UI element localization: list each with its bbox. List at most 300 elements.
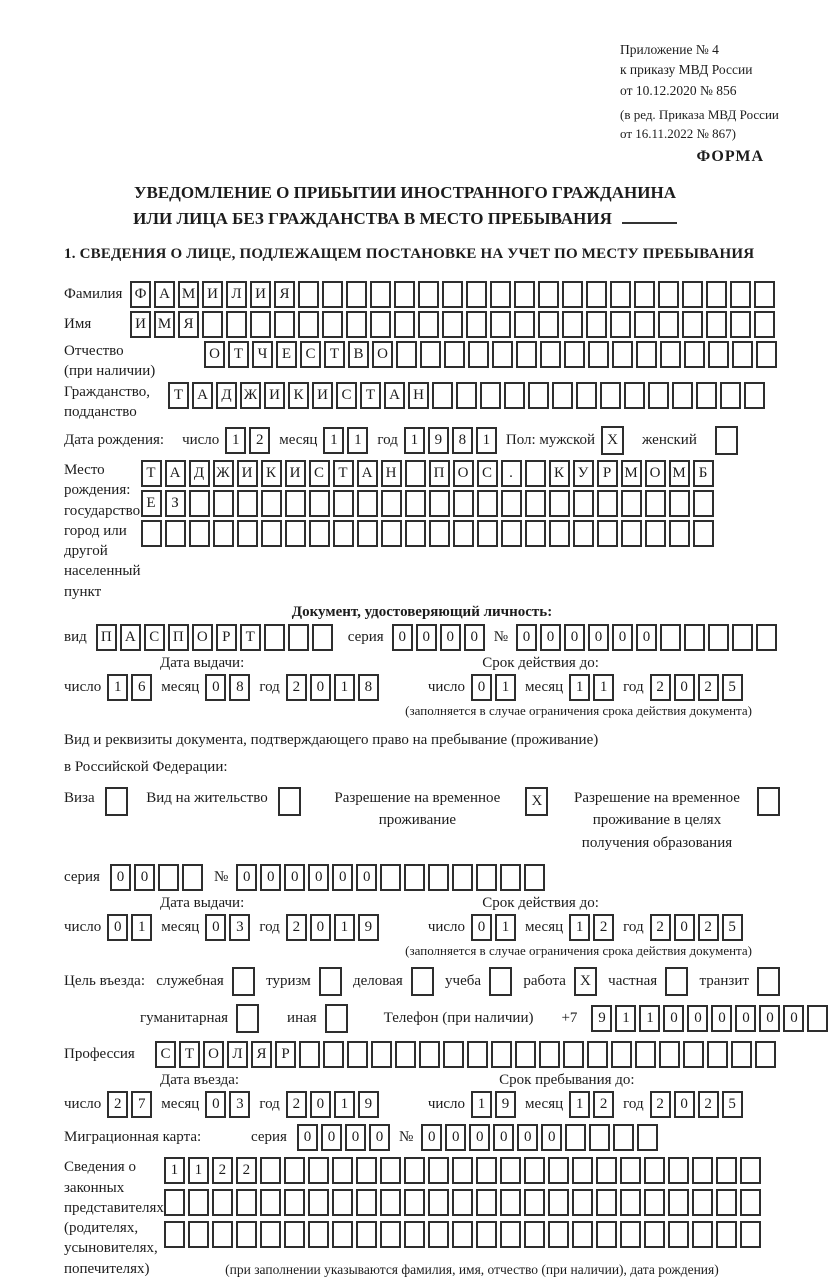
char-cell[interactable]	[322, 311, 343, 338]
char-cell[interactable]	[572, 1189, 593, 1216]
char-cell[interactable]	[332, 1189, 353, 1216]
char-cell[interactable]	[637, 1124, 658, 1151]
char-cell[interactable]: .	[501, 460, 522, 487]
char-cell[interactable]: 2	[286, 674, 307, 701]
char-cell[interactable]: 9	[428, 427, 449, 454]
char-cell[interactable]	[720, 382, 741, 409]
char-cell[interactable]	[539, 1041, 560, 1068]
char-cell[interactable]: М	[621, 460, 642, 487]
char-cell[interactable]: 1	[323, 427, 344, 454]
char-cell[interactable]	[576, 382, 597, 409]
char-cell[interactable]: Ф	[130, 281, 151, 308]
char-cell[interactable]: 0	[308, 864, 329, 891]
char-cell[interactable]	[645, 490, 666, 517]
char-cell[interactable]	[284, 1189, 305, 1216]
char-cell[interactable]	[236, 1221, 257, 1248]
char-cell[interactable]	[490, 311, 511, 338]
char-cell[interactable]	[418, 281, 439, 308]
char-cell[interactable]: Е	[141, 490, 162, 517]
char-cell[interactable]: 0	[107, 914, 128, 941]
char-cell[interactable]	[264, 624, 285, 651]
char-cell[interactable]: 9	[358, 1091, 379, 1118]
char-cell[interactable]	[525, 490, 546, 517]
char-cell[interactable]	[260, 1189, 281, 1216]
char-cell[interactable]	[682, 311, 703, 338]
char-cell[interactable]	[613, 1124, 634, 1151]
char-cell[interactable]	[596, 1221, 617, 1248]
char-cell[interactable]	[467, 1041, 488, 1068]
char-cell[interactable]	[237, 490, 258, 517]
char-cell[interactable]	[586, 281, 607, 308]
char-cell[interactable]	[452, 1157, 473, 1184]
char-cell[interactable]: Е	[276, 341, 297, 368]
char-cell[interactable]	[284, 1157, 305, 1184]
char-cell[interactable]	[237, 520, 258, 547]
char-cell[interactable]: Ж	[213, 460, 234, 487]
char-cell[interactable]: П	[96, 624, 117, 651]
char-cell[interactable]	[682, 281, 703, 308]
char-cell[interactable]: Р	[597, 460, 618, 487]
char-cell[interactable]: 1	[593, 674, 614, 701]
char-cell[interactable]: 2	[212, 1157, 233, 1184]
char-cell[interactable]	[597, 490, 618, 517]
char-cell[interactable]: 0	[421, 1124, 442, 1151]
char-cell[interactable]	[476, 1189, 497, 1216]
char-cell[interactable]	[589, 1124, 610, 1151]
char-cell[interactable]	[562, 281, 583, 308]
char-cell[interactable]	[274, 311, 295, 338]
char-cell[interactable]: Т	[179, 1041, 200, 1068]
char-cell[interactable]	[562, 311, 583, 338]
sex-male-checkbox[interactable]: X	[601, 426, 624, 455]
char-cell[interactable]: О	[372, 341, 393, 368]
char-cell[interactable]: 0	[469, 1124, 490, 1151]
char-cell[interactable]	[596, 1189, 617, 1216]
char-cell[interactable]	[164, 1189, 185, 1216]
char-cell[interactable]	[756, 341, 777, 368]
char-cell[interactable]: 2	[593, 1091, 614, 1118]
char-cell[interactable]	[346, 311, 367, 338]
char-cell[interactable]: 0	[564, 624, 585, 651]
char-cell[interactable]	[442, 311, 463, 338]
char-cell[interactable]: С	[336, 382, 357, 409]
char-cell[interactable]	[428, 864, 449, 891]
char-cell[interactable]: Н	[408, 382, 429, 409]
char-cell[interactable]: 2	[593, 914, 614, 941]
char-cell[interactable]	[528, 382, 549, 409]
char-cell[interactable]	[141, 520, 162, 547]
char-cell[interactable]: 0	[783, 1005, 804, 1032]
char-cell[interactable]: К	[288, 382, 309, 409]
char-cell[interactable]	[189, 520, 210, 547]
char-cell[interactable]: У	[573, 460, 594, 487]
char-cell[interactable]	[490, 281, 511, 308]
char-cell[interactable]	[684, 341, 705, 368]
char-cell[interactable]	[645, 520, 666, 547]
char-cell[interactable]	[452, 864, 473, 891]
char-cell[interactable]: О	[192, 624, 213, 651]
char-cell[interactable]	[552, 382, 573, 409]
char-cell[interactable]: 0	[134, 864, 155, 891]
char-cell[interactable]	[548, 1157, 569, 1184]
char-cell[interactable]: 1	[334, 914, 355, 941]
char-cell[interactable]: И	[264, 382, 285, 409]
char-cell[interactable]: 0	[236, 864, 257, 891]
char-cell[interactable]: 1	[569, 674, 590, 701]
char-cell[interactable]: 0	[205, 674, 226, 701]
char-cell[interactable]: Н	[381, 460, 402, 487]
char-cell[interactable]: 9	[495, 1091, 516, 1118]
char-cell[interactable]	[669, 490, 690, 517]
char-cell[interactable]	[165, 520, 186, 547]
char-cell[interactable]: О	[645, 460, 666, 487]
char-cell[interactable]	[468, 341, 489, 368]
char-cell[interactable]: 0	[445, 1124, 466, 1151]
char-cell[interactable]	[188, 1221, 209, 1248]
char-cell[interactable]	[444, 341, 465, 368]
char-cell[interactable]	[312, 624, 333, 651]
char-cell[interactable]	[395, 1041, 416, 1068]
char-cell[interactable]: 1	[225, 427, 246, 454]
char-cell[interactable]: 0	[516, 624, 537, 651]
char-cell[interactable]: С	[144, 624, 165, 651]
char-cell[interactable]: Я	[251, 1041, 272, 1068]
char-cell[interactable]: 0	[321, 1124, 342, 1151]
char-cell[interactable]	[621, 520, 642, 547]
char-cell[interactable]	[432, 382, 453, 409]
char-cell[interactable]: 3	[229, 1091, 250, 1118]
char-cell[interactable]	[466, 281, 487, 308]
char-cell[interactable]: К	[261, 460, 282, 487]
char-cell[interactable]: 1	[476, 427, 497, 454]
char-cell[interactable]	[586, 311, 607, 338]
char-cell[interactable]: 2	[650, 914, 671, 941]
char-cell[interactable]	[404, 1189, 425, 1216]
char-cell[interactable]	[452, 1221, 473, 1248]
char-cell[interactable]	[716, 1221, 737, 1248]
char-cell[interactable]: О	[453, 460, 474, 487]
char-cell[interactable]: 2	[650, 674, 671, 701]
char-cell[interactable]: 0	[735, 1005, 756, 1032]
char-cell[interactable]: М	[178, 281, 199, 308]
char-cell[interactable]	[515, 1041, 536, 1068]
char-cell[interactable]: Б	[693, 460, 714, 487]
visa-checkbox[interactable]	[105, 787, 128, 816]
char-cell[interactable]: С	[477, 460, 498, 487]
purpose-business-checkbox[interactable]	[411, 967, 434, 996]
char-cell[interactable]	[370, 281, 391, 308]
char-cell[interactable]	[158, 864, 179, 891]
char-cell[interactable]: И	[250, 281, 271, 308]
char-cell[interactable]: 1	[471, 1091, 492, 1118]
char-cell[interactable]	[405, 490, 426, 517]
char-cell[interactable]	[213, 520, 234, 547]
char-cell[interactable]: Л	[227, 1041, 248, 1068]
char-cell[interactable]	[428, 1157, 449, 1184]
char-cell[interactable]	[706, 281, 727, 308]
char-cell[interactable]: 0	[332, 864, 353, 891]
char-cell[interactable]: Д	[189, 460, 210, 487]
char-cell[interactable]: Д	[216, 382, 237, 409]
char-cell[interactable]	[696, 382, 717, 409]
char-cell[interactable]	[380, 1157, 401, 1184]
char-cell[interactable]	[807, 1005, 828, 1032]
char-cell[interactable]: 9	[358, 914, 379, 941]
char-cell[interactable]	[404, 1157, 425, 1184]
char-cell[interactable]	[380, 1221, 401, 1248]
char-cell[interactable]	[706, 311, 727, 338]
char-cell[interactable]: Я	[178, 311, 199, 338]
char-cell[interactable]	[356, 1157, 377, 1184]
char-cell[interactable]: 0	[711, 1005, 732, 1032]
char-cell[interactable]: 2	[236, 1157, 257, 1184]
char-cell[interactable]: 1	[334, 674, 355, 701]
purpose-official-checkbox[interactable]	[232, 967, 255, 996]
char-cell[interactable]	[501, 490, 522, 517]
char-cell[interactable]: С	[309, 460, 330, 487]
char-cell[interactable]: 1	[334, 1091, 355, 1118]
purpose-study-checkbox[interactable]	[489, 967, 512, 996]
char-cell[interactable]	[744, 382, 765, 409]
char-cell[interactable]	[309, 520, 330, 547]
char-cell[interactable]	[525, 520, 546, 547]
char-cell[interactable]	[693, 520, 714, 547]
char-cell[interactable]	[213, 490, 234, 517]
char-cell[interactable]	[693, 490, 714, 517]
char-cell[interactable]	[333, 490, 354, 517]
char-cell[interactable]: 0	[493, 1124, 514, 1151]
char-cell[interactable]: 2	[286, 914, 307, 941]
char-cell[interactable]	[540, 341, 561, 368]
char-cell[interactable]	[428, 1189, 449, 1216]
char-cell[interactable]	[624, 382, 645, 409]
char-cell[interactable]	[636, 341, 657, 368]
char-cell[interactable]	[456, 382, 477, 409]
char-cell[interactable]: Ч	[252, 341, 273, 368]
char-cell[interactable]	[418, 311, 439, 338]
char-cell[interactable]: 7	[131, 1091, 152, 1118]
char-cell[interactable]	[524, 1189, 545, 1216]
char-cell[interactable]: М	[669, 460, 690, 487]
char-cell[interactable]	[644, 1157, 665, 1184]
char-cell[interactable]	[308, 1221, 329, 1248]
char-cell[interactable]	[288, 624, 309, 651]
char-cell[interactable]: 1	[107, 674, 128, 701]
char-cell[interactable]: 5	[722, 1091, 743, 1118]
char-cell[interactable]	[356, 1221, 377, 1248]
char-cell[interactable]: 0	[440, 624, 461, 651]
char-cell[interactable]: Т	[228, 341, 249, 368]
char-cell[interactable]: 0	[345, 1124, 366, 1151]
char-cell[interactable]	[394, 281, 415, 308]
char-cell[interactable]	[260, 1221, 281, 1248]
char-cell[interactable]: 0	[356, 864, 377, 891]
char-cell[interactable]	[452, 1189, 473, 1216]
char-cell[interactable]: А	[357, 460, 378, 487]
char-cell[interactable]	[573, 490, 594, 517]
char-cell[interactable]	[611, 1041, 632, 1068]
char-cell[interactable]	[573, 520, 594, 547]
char-cell[interactable]	[620, 1157, 641, 1184]
char-cell[interactable]	[621, 490, 642, 517]
char-cell[interactable]: М	[154, 311, 175, 338]
char-cell[interactable]: П	[168, 624, 189, 651]
char-cell[interactable]	[659, 1041, 680, 1068]
char-cell[interactable]: 0	[471, 674, 492, 701]
char-cell[interactable]	[212, 1221, 233, 1248]
char-cell[interactable]	[500, 1189, 521, 1216]
char-cell[interactable]	[466, 311, 487, 338]
char-cell[interactable]	[635, 1041, 656, 1068]
char-cell[interactable]	[524, 1221, 545, 1248]
char-cell[interactable]: 0	[416, 624, 437, 651]
char-cell[interactable]: Т	[333, 460, 354, 487]
char-cell[interactable]	[565, 1124, 586, 1151]
char-cell[interactable]	[357, 520, 378, 547]
char-cell[interactable]: 0	[541, 1124, 562, 1151]
char-cell[interactable]	[347, 1041, 368, 1068]
char-cell[interactable]: 0	[612, 624, 633, 651]
char-cell[interactable]	[491, 1041, 512, 1068]
char-cell[interactable]	[620, 1221, 641, 1248]
char-cell[interactable]	[587, 1041, 608, 1068]
char-cell[interactable]: К	[549, 460, 570, 487]
char-cell[interactable]	[476, 864, 497, 891]
char-cell[interactable]	[504, 382, 525, 409]
char-cell[interactable]	[189, 490, 210, 517]
char-cell[interactable]	[708, 624, 729, 651]
char-cell[interactable]	[429, 520, 450, 547]
char-cell[interactable]: 1	[639, 1005, 660, 1032]
char-cell[interactable]	[549, 520, 570, 547]
char-cell[interactable]	[299, 1041, 320, 1068]
char-cell[interactable]	[285, 520, 306, 547]
char-cell[interactable]	[404, 864, 425, 891]
char-cell[interactable]	[260, 1157, 281, 1184]
char-cell[interactable]: А	[192, 382, 213, 409]
char-cell[interactable]: 1	[495, 674, 516, 701]
char-cell[interactable]	[182, 864, 203, 891]
char-cell[interactable]	[669, 520, 690, 547]
char-cell[interactable]	[476, 1221, 497, 1248]
char-cell[interactable]	[371, 1041, 392, 1068]
char-cell[interactable]	[754, 311, 775, 338]
char-cell[interactable]: А	[384, 382, 405, 409]
char-cell[interactable]: 0	[674, 914, 695, 941]
char-cell[interactable]: 2	[107, 1091, 128, 1118]
char-cell[interactable]	[648, 382, 669, 409]
char-cell[interactable]: 2	[698, 1091, 719, 1118]
char-cell[interactable]	[453, 520, 474, 547]
char-cell[interactable]: 2	[286, 1091, 307, 1118]
char-cell[interactable]: Р	[275, 1041, 296, 1068]
char-cell[interactable]	[524, 1157, 545, 1184]
char-cell[interactable]	[480, 382, 501, 409]
char-cell[interactable]	[692, 1221, 713, 1248]
char-cell[interactable]: 3	[229, 914, 250, 941]
char-cell[interactable]	[516, 341, 537, 368]
char-cell[interactable]	[500, 1157, 521, 1184]
char-cell[interactable]: 0	[471, 914, 492, 941]
char-cell[interactable]	[548, 1189, 569, 1216]
char-cell[interactable]	[404, 1221, 425, 1248]
purpose-tourism-checkbox[interactable]	[319, 967, 342, 996]
char-cell[interactable]: И	[202, 281, 223, 308]
char-cell[interactable]	[309, 490, 330, 517]
char-cell[interactable]	[668, 1157, 689, 1184]
char-cell[interactable]: З	[165, 490, 186, 517]
char-cell[interactable]	[500, 1221, 521, 1248]
char-cell[interactable]	[620, 1189, 641, 1216]
char-cell[interactable]	[564, 341, 585, 368]
char-cell[interactable]: А	[165, 460, 186, 487]
char-cell[interactable]	[323, 1041, 344, 1068]
char-cell[interactable]: С	[155, 1041, 176, 1068]
char-cell[interactable]	[333, 520, 354, 547]
char-cell[interactable]	[658, 311, 679, 338]
char-cell[interactable]	[380, 864, 401, 891]
char-cell[interactable]: 0	[205, 1091, 226, 1118]
char-cell[interactable]: 5	[722, 674, 743, 701]
char-cell[interactable]	[572, 1157, 593, 1184]
temp-residence-checkbox[interactable]: X	[525, 787, 548, 816]
char-cell[interactable]	[660, 624, 681, 651]
char-cell[interactable]	[346, 281, 367, 308]
char-cell[interactable]	[202, 311, 223, 338]
char-cell[interactable]: 8	[229, 674, 250, 701]
char-cell[interactable]: 0	[205, 914, 226, 941]
char-cell[interactable]	[212, 1189, 233, 1216]
char-cell[interactable]: 0	[687, 1005, 708, 1032]
char-cell[interactable]: Т	[360, 382, 381, 409]
char-cell[interactable]	[610, 311, 631, 338]
char-cell[interactable]: 8	[358, 674, 379, 701]
char-cell[interactable]: 1	[569, 1091, 590, 1118]
char-cell[interactable]: О	[204, 341, 225, 368]
char-cell[interactable]	[261, 520, 282, 547]
char-cell[interactable]	[514, 311, 535, 338]
purpose-work-checkbox[interactable]: X	[574, 967, 597, 996]
char-cell[interactable]: А	[120, 624, 141, 651]
char-cell[interactable]	[683, 1041, 704, 1068]
char-cell[interactable]	[308, 1189, 329, 1216]
char-cell[interactable]	[381, 520, 402, 547]
char-cell[interactable]: 1	[495, 914, 516, 941]
char-cell[interactable]	[692, 1189, 713, 1216]
char-cell[interactable]: 6	[131, 674, 152, 701]
char-cell[interactable]	[672, 382, 693, 409]
char-cell[interactable]	[707, 1041, 728, 1068]
char-cell[interactable]	[732, 341, 753, 368]
char-cell[interactable]: Т	[240, 624, 261, 651]
char-cell[interactable]	[755, 1041, 776, 1068]
char-cell[interactable]: 0	[540, 624, 561, 651]
char-cell[interactable]	[420, 341, 441, 368]
char-cell[interactable]	[549, 490, 570, 517]
char-cell[interactable]: 1	[164, 1157, 185, 1184]
char-cell[interactable]	[731, 1041, 752, 1068]
char-cell[interactable]	[572, 1221, 593, 1248]
char-cell[interactable]: 0	[392, 624, 413, 651]
char-cell[interactable]: 9	[591, 1005, 612, 1032]
char-cell[interactable]	[740, 1189, 761, 1216]
char-cell[interactable]: 0	[517, 1124, 538, 1151]
char-cell[interactable]: С	[300, 341, 321, 368]
char-cell[interactable]	[381, 490, 402, 517]
char-cell[interactable]	[610, 281, 631, 308]
char-cell[interactable]: И	[312, 382, 333, 409]
char-cell[interactable]: 0	[284, 864, 305, 891]
